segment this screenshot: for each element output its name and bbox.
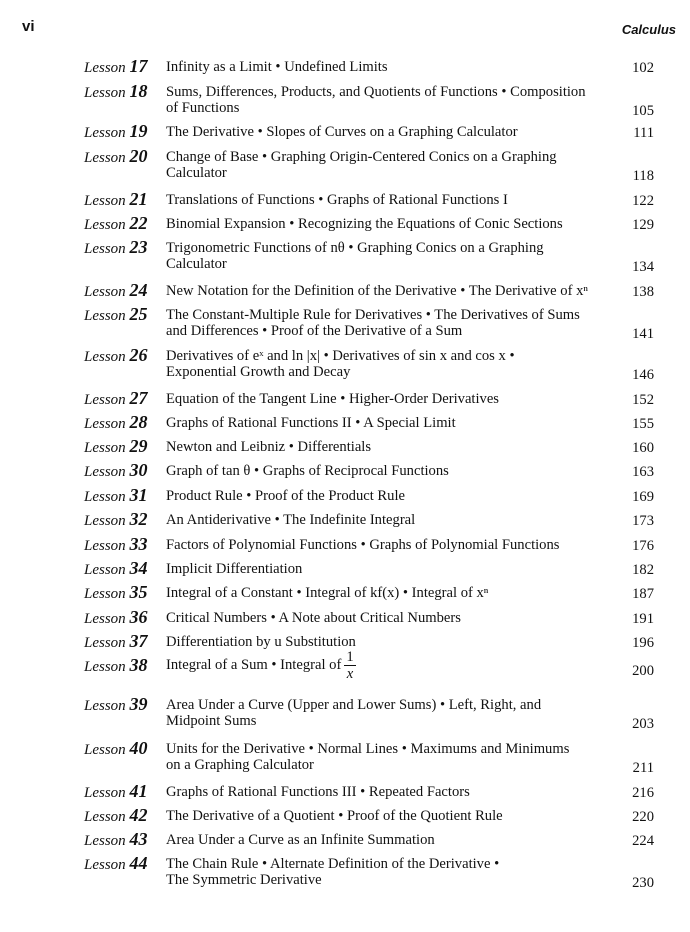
topic-line: Graphs of Rational Functions II • A Special Limit [166, 415, 456, 431]
topic-line: Exponential Growth and Decay [166, 364, 351, 380]
lesson-label [84, 485, 147, 506]
lesson-word: Lesson [84, 635, 130, 651]
topic-line: Trigonometric Functions of nθ • Graphing Conics on a Graphing [166, 240, 544, 256]
lesson-word: Lesson [84, 586, 130, 602]
lesson-label [84, 534, 147, 555]
lesson-number: 35 [129, 582, 148, 602]
lesson-label [84, 694, 147, 715]
page-ref: 216 [632, 785, 654, 801]
page-ref: 203 [632, 716, 654, 732]
topic-line: on a Graphing Calculator [166, 757, 314, 773]
lesson-word: Lesson [84, 785, 130, 801]
topic-line: Derivatives of eˣ and ln |x| • Derivatives of sin x and cos x • [166, 348, 515, 364]
lesson-word: Lesson [84, 809, 130, 825]
lesson-word: Lesson [84, 538, 130, 554]
lesson-label [84, 436, 147, 457]
topic-line: Integral of a Sum • Integral of $\frac{1}{x}$ [166, 649, 354, 683]
lesson-word: Lesson [84, 742, 130, 758]
topic-line: The Derivative of a Quotient • Proof of the Quotient Rule [166, 808, 503, 824]
lesson-number: 24 [129, 280, 148, 300]
page-number: vi [22, 18, 35, 35]
lesson-label [84, 280, 147, 301]
lesson-number: 18 [129, 81, 148, 101]
lesson-number: 44 [129, 853, 148, 873]
lesson-label [84, 781, 147, 802]
lesson-word: Lesson [84, 440, 130, 456]
topic-line: Graphs of Rational Functions III • Repeated Factors [166, 784, 470, 800]
lesson-number: 21 [129, 189, 148, 209]
page-ref: 105 [632, 103, 654, 119]
lesson-number: 27 [129, 388, 148, 408]
page-ref: 146 [632, 367, 654, 383]
lesson-number: 38 [129, 655, 148, 675]
lesson-word: Lesson [84, 392, 130, 408]
lesson-label [84, 558, 147, 579]
topic-line: The Derivative • Slopes of Curves on a Graphing Calculator [166, 124, 518, 140]
topic-line: Equation of the Tangent Line • Higher-Order Derivatives [166, 391, 499, 407]
lesson-label [84, 631, 147, 652]
lesson-number: 20 [129, 146, 148, 166]
lesson-number: 42 [129, 805, 148, 825]
lesson-label [84, 237, 147, 258]
lesson-label [84, 388, 147, 409]
page-ref: 102 [632, 60, 654, 76]
lesson-number: 22 [129, 213, 148, 233]
topic-line: Area Under a Curve (Upper and Lower Sums) • Left, Right, and [166, 697, 542, 713]
lesson-label [84, 121, 147, 142]
lesson-number: 28 [129, 412, 148, 432]
lesson-number: 32 [129, 509, 148, 529]
lesson-label [84, 853, 147, 874]
lesson-number: 17 [129, 56, 148, 76]
topic-line: Graph of tan θ • Graphs of Reciprocal Functions [166, 463, 449, 479]
topic-line: New Notation for the Definition of the Derivative • The Derivative of xⁿ [166, 283, 588, 299]
page-ref: 224 [632, 833, 654, 849]
page-ref: 176 [632, 538, 654, 554]
topic-line: The Chain Rule • Alternate Definition of the Derivative • [166, 856, 500, 872]
lesson-number: 19 [129, 121, 148, 141]
page-ref: 129 [632, 217, 654, 233]
topic-line: The Constant-Multiple Rule for Derivatives • The Derivatives of Sums [166, 307, 580, 323]
page-ref: 111 [633, 125, 654, 141]
lesson-word: Lesson [84, 489, 130, 505]
book-title: Calculus [621, 22, 676, 37]
lesson-word: Lesson [84, 85, 130, 101]
lesson-label [84, 509, 147, 530]
lesson-word: Lesson [84, 241, 130, 257]
topic-line: Differentiation by u Substitution [166, 634, 356, 650]
lesson-word: Lesson [84, 416, 130, 432]
lesson-number: 26 [129, 345, 148, 365]
fraction [344, 649, 355, 682]
topic-line: Units for the Derivative • Normal Lines • Maximums and Minimums [166, 741, 570, 757]
page-ref: 169 [632, 489, 654, 505]
lesson-label [84, 81, 147, 102]
lesson-label [84, 146, 147, 167]
page-ref: 134 [632, 259, 654, 275]
page-ref: 160 [632, 440, 654, 456]
page-ref: 220 [632, 809, 654, 825]
page-ref: 211 [632, 760, 654, 776]
lesson-word: Lesson [84, 513, 130, 529]
topic-line: Translations of Functions • Graphs of Rational Functions I [166, 192, 508, 208]
lesson-label [84, 189, 147, 210]
topic-line: Calculator [166, 165, 227, 181]
lesson-label [84, 56, 147, 77]
lesson-word: Lesson [84, 562, 130, 578]
topic-line: Infinity as a Limit • Undefined Limits [166, 59, 388, 75]
page-ref: 182 [632, 562, 654, 578]
lesson-number: 30 [129, 460, 148, 480]
lesson-label [84, 460, 147, 481]
page-ref: 122 [632, 193, 654, 209]
lesson-label [84, 738, 147, 759]
page-ref: 200 [632, 663, 654, 679]
topic-line: Area Under a Curve as an Infinite Summation [166, 832, 435, 848]
topic-line: An Antiderivative • The Indefinite Integral [166, 512, 416, 528]
lesson-number: 25 [129, 304, 148, 324]
lesson-label [84, 213, 147, 234]
lesson-label [84, 345, 147, 366]
page-ref: 152 [632, 392, 654, 408]
lesson-number: 40 [129, 738, 148, 758]
topic-line: Product Rule • Proof of the Product Rule [166, 488, 405, 504]
topic-line: Change of Base • Graphing Origin-Centered Conics on a Graphing [166, 149, 557, 165]
lesson-label [84, 805, 147, 826]
lesson-word: Lesson [84, 464, 130, 480]
page-ref: 118 [632, 168, 654, 184]
lesson-label [84, 582, 147, 603]
lesson-word: Lesson [84, 308, 130, 324]
lesson-word: Lesson [84, 193, 130, 209]
lesson-label [84, 412, 147, 433]
lesson-word: Lesson [84, 284, 130, 300]
lesson-word: Lesson [84, 857, 130, 873]
topic-line: Midpoint Sums [166, 713, 257, 729]
page-ref: 173 [632, 513, 654, 529]
topic-line: Implicit Differentiation [166, 561, 303, 577]
topic-line: Factors of Polynomial Functions • Graphs of Polynomial Functions [166, 537, 560, 553]
page-ref: 155 [632, 416, 654, 432]
page-ref: 196 [632, 635, 654, 651]
fraction-numerator: 1 [346, 649, 354, 665]
page-ref: 163 [632, 464, 654, 480]
lesson-number: 43 [129, 829, 148, 849]
lesson-number: 41 [129, 781, 148, 801]
lesson-label [84, 829, 147, 850]
page-ref: 191 [632, 611, 654, 627]
topic-line: Sums, Differences, Products, and Quotients of Functions • Composition [166, 84, 586, 100]
lesson-word: Lesson [84, 659, 130, 675]
lesson-number: 33 [129, 534, 148, 554]
topic-line: Binomial Expansion • Recognizing the Equations of Conic Sections [166, 216, 563, 232]
page-ref: 187 [632, 586, 654, 602]
lesson-word: Lesson [84, 349, 130, 365]
lesson-number: 29 [129, 436, 148, 456]
lesson-word: Lesson [84, 150, 130, 166]
lesson-word: Lesson [84, 125, 130, 141]
topic-line: and Differences • Proof of the Derivative of a Sum [166, 323, 463, 339]
lesson-number: 23 [129, 237, 148, 257]
page-ref: 230 [632, 875, 654, 891]
lesson-label [84, 655, 147, 676]
lesson-label [84, 607, 147, 628]
lesson-number: 36 [129, 607, 148, 627]
topic-line: of Functions [166, 100, 240, 116]
lesson-word: Lesson [84, 833, 130, 849]
lesson-number: 31 [129, 485, 148, 505]
lesson-number: 39 [129, 694, 148, 714]
lesson-number: 37 [129, 631, 148, 651]
topic-line: Calculator [166, 256, 227, 272]
lesson-word: Lesson [84, 611, 130, 627]
lesson-number: 34 [129, 558, 148, 578]
topic-line: Integral of a Constant • Integral of kf(x) • Integral of xⁿ [166, 585, 489, 601]
lesson-label [84, 304, 147, 325]
topic-line: Critical Numbers • A Note about Critical Numbers [166, 610, 461, 626]
lesson-word: Lesson [84, 217, 130, 233]
fraction-denominator: x [346, 666, 354, 683]
lesson-word: Lesson [84, 698, 130, 714]
topic-line: The Symmetric Derivative [166, 872, 322, 888]
page-ref: 138 [632, 284, 654, 300]
lesson-word: Lesson [84, 60, 130, 76]
page-ref: 141 [632, 326, 654, 342]
topic-line: Newton and Leibniz • Differentials [166, 439, 372, 455]
